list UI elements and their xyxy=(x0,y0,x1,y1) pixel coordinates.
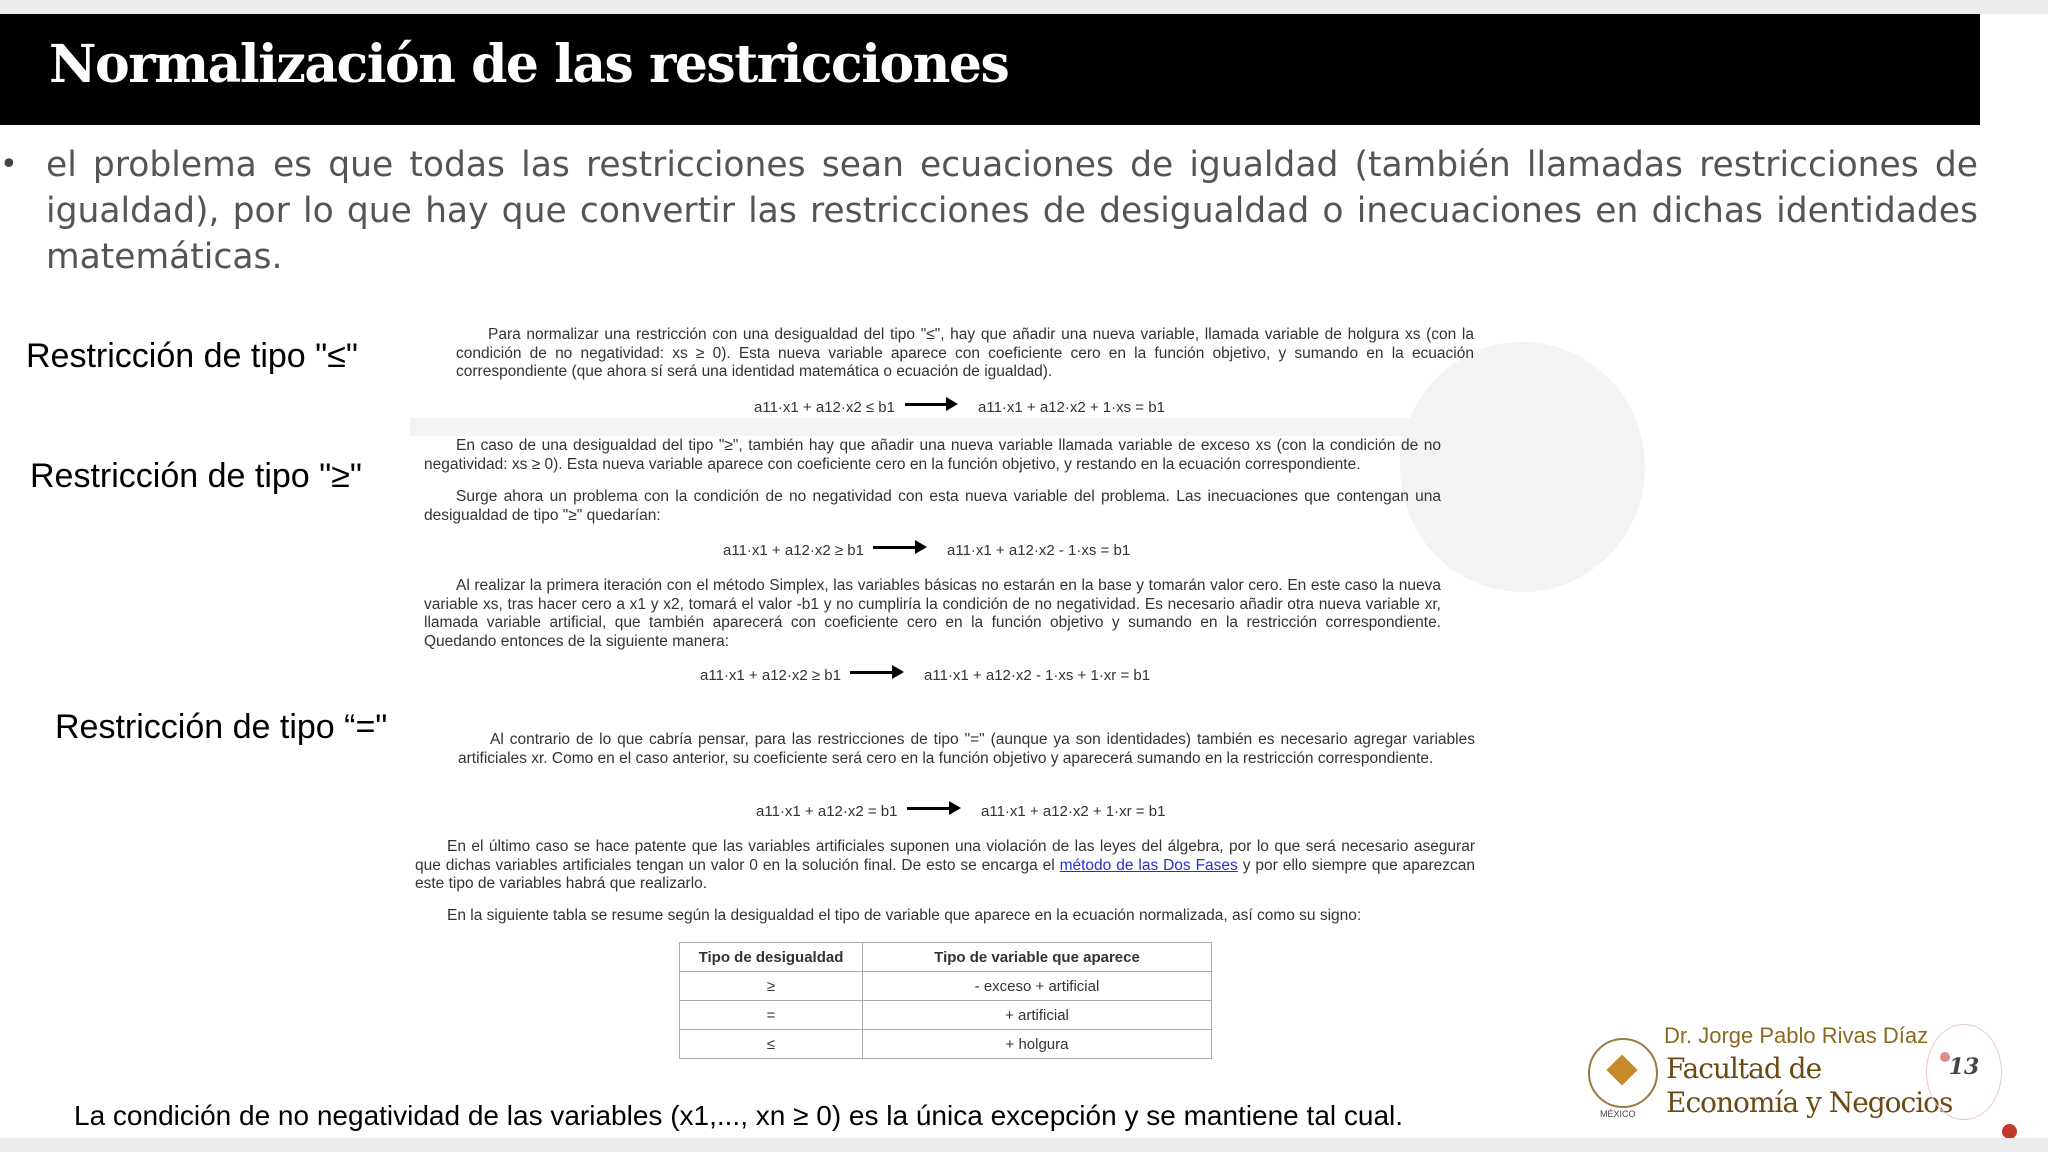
slide xyxy=(0,14,2048,1138)
table-cell: ≥ xyxy=(680,972,863,1001)
equation-ge-left: a11·x1 + a12·x2 ≥ b1 xyxy=(723,542,864,559)
equation-ge2-right: a11·x1 + a12·x2 - 1·xs + 1·xr = b1 xyxy=(924,667,1151,684)
doc-paragraph-eq-2: En el último caso se hace patente que las variables artificiales suponen una violación de las leyes del álgebra, por lo que será necesario asegurar que dichas variables artificiales tengan un valor 0 en la solución final. De esto se encarga el método de las Dos Fases y por ello siempre que aparezcan este tipo de variables habrá que realizarlo. xyxy=(415,838,1475,892)
author-name: Dr. Jorge Pablo Rivas Díaz xyxy=(1664,1023,1929,1048)
bullet-icon: • xyxy=(0,147,18,182)
equation-eq-left: a11·x1 + a12·x2 = b1 xyxy=(756,803,898,820)
arrow-icon xyxy=(850,671,896,674)
equation-le-right: a11·x1 + a12·x2 + 1·xs = b1 xyxy=(978,399,1165,416)
footnote: La condición de no negatividad de las variables (x1,..., xn ≥ 0) es la única excepción y se mantiene tal cual. xyxy=(74,1100,1404,1131)
arrow-icon xyxy=(907,807,953,810)
table-header-cell: Tipo de variable que aparece xyxy=(863,943,1212,972)
summary-table xyxy=(679,942,1212,1059)
seal-caption: MÉXICO xyxy=(1600,1109,1636,1119)
table-cell: - exceso + artificial xyxy=(863,972,1212,1001)
background-decoration-bar xyxy=(410,418,1490,436)
doc-paragraph-ge-2: Surge ahora un problema con la condición de no negatividad con esta nueva variable del problema. Las inecuaciones que contengan una desigualdad de tipo "≥" quedarían: xyxy=(424,488,1441,524)
faculty-name: Facultad de Economía y Negocios xyxy=(1666,1052,1953,1119)
table-header-row xyxy=(680,943,1212,972)
arrow-icon xyxy=(873,546,919,549)
equation-ge2-left: a11·x1 + a12·x2 ≥ b1 xyxy=(700,667,841,684)
table-row xyxy=(680,1001,1212,1030)
two-phase-method-link[interactable]: método de las Dos Fases xyxy=(1059,856,1238,874)
table-header-cell: Tipo de desigualdad xyxy=(680,943,863,972)
label-restriction-ge: Restricción de tipo "≥" xyxy=(30,457,362,495)
slide-title: Normalización de las restricciones xyxy=(49,34,1009,95)
table-row xyxy=(680,1030,1212,1059)
table-cell: + artificial xyxy=(863,1001,1212,1030)
doc-paragraph-ge-3: Al realizar la primera iteración con el método Simplex, las variables básicas no estarán en la base y tomarán valor cero. En este caso la nueva variable xs, tras hacer cero a x1 y x2, tomará el valor -b1 y no cumpliría la condición de no negatividad. Es necesario añadir otra nueva variable xr, llamada variable artificial, que también aparecerá con coeficiente cero en la función objetivo y sumando en la restricción correspondiente. Quedando entonces de la siguiente manera: xyxy=(424,577,1441,650)
doc-paragraph-le: Para normalizar una restricción con una desigualdad del tipo "≤", hay que añadir una nueva variable, llamada variable de holgura xs (con la condición de no negatividad: xs ≥ 0). Esta nueva variable aparece con coeficiente cero en la función objetivo, y sumando en la ecuación correspondiente (que ahora sí será una identidad matemática o ecuación de igualdad). xyxy=(456,326,1474,380)
university-seal-icon xyxy=(1588,1038,1658,1108)
table-cell: ≤ xyxy=(680,1030,863,1059)
label-restriction-le: Restricción de tipo "≤" xyxy=(26,337,358,375)
title-bar xyxy=(0,14,1980,125)
equation-eq-right: a11·x1 + a12·x2 + 1·xr = b1 xyxy=(981,803,1166,820)
page-number: 13 xyxy=(1948,1054,1980,1080)
page-number-badge xyxy=(1926,1024,2002,1120)
arrow-icon xyxy=(905,403,950,406)
bullet-point xyxy=(0,142,1978,280)
table-cell: + holgura xyxy=(863,1030,1212,1059)
decorative-dot-icon xyxy=(2002,1124,2017,1138)
table-cell: = xyxy=(680,1001,863,1030)
doc-paragraph-table-intro: En la siguiente tabla se resume según la desigualdad el tipo de variable que aparece en la ecuación normalizada, así como su signo: xyxy=(447,907,1362,924)
equation-ge-right: a11·x1 + a12·x2 - 1·xs = b1 xyxy=(947,542,1131,559)
doc-paragraph-ge-1: En caso de una desigualdad del tipo "≥", también hay que añadir una nueva variable llamada variable de exceso xs (con la condición de no negatividad: xs ≥ 0). Esta nueva variable aparece con coeficiente cero en la función objetivo, y restando en la ecuación correspondiente. xyxy=(424,437,1441,473)
label-restriction-eq: Restricción de tipo “=" xyxy=(55,708,388,746)
table-row xyxy=(680,972,1212,1001)
doc-paragraph-eq-1: Al contrario de lo que cabría pensar, para las restricciones de tipo "=" (aunque ya son identidades) también es necesario agregar variables artificiales xr. Como en el caso anterior, su coeficiente será cero en la función objetivo y aparecerá sumando en la restricción correspondiente. xyxy=(458,731,1475,767)
bullet-text: el problema es que todas las restricciones sean ecuaciones de igualdad (también llamadas restricciones de igualdad), por lo que hay que convertir las restricciones de desigualdad o inecuaciones en dichas identidades matemáticas. xyxy=(46,145,1978,277)
equation-le-left: a11·x1 + a12·x2 ≤ b1 xyxy=(754,399,895,416)
